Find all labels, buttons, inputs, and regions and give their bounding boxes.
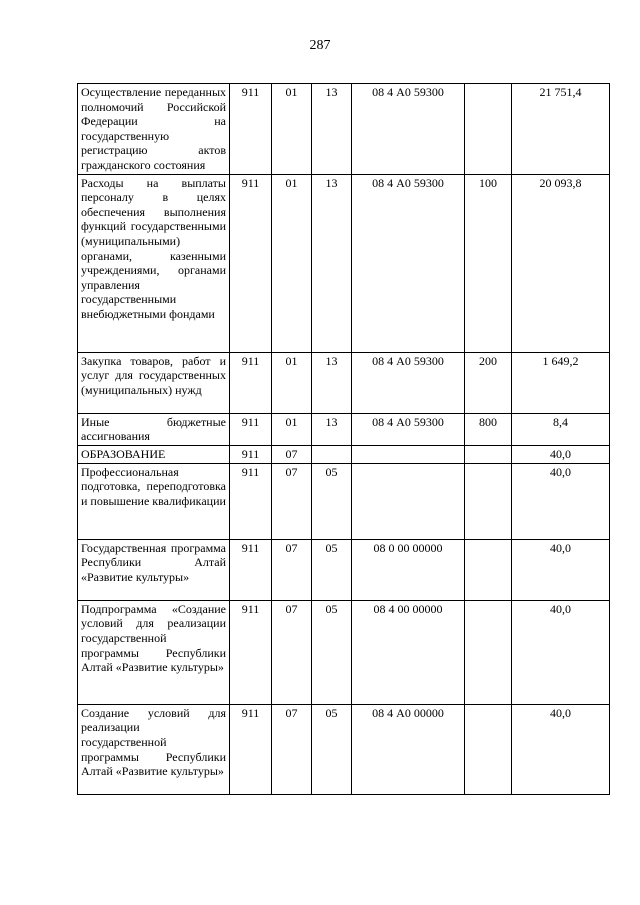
ministry-code: 911 [230,600,272,704]
amount: 40,0 [512,704,610,794]
expense-name: Подпрограмма «Создание условий для реализации государственной программы Республики Алтай «Развитие культуры» [78,600,230,704]
table-row [78,413,610,445]
expense-name: Иные бюджетные ассигнования [78,413,230,445]
target-item-code: 08 4 А0 59300 [352,84,465,175]
page-number: 287 [309,38,331,53]
subsection-code: 05 [312,600,352,704]
target-item-code [352,463,465,539]
section-code: 07 [272,704,312,794]
subsection-code: 05 [312,539,352,600]
amount: 1 649,2 [512,352,610,413]
target-item-code: 08 4 А0 59300 [352,413,465,445]
section-code: 07 [272,445,312,463]
subsection-code: 13 [312,352,352,413]
expense-name: Осуществление переданных полномочий Российской Федерации на государственную регистрацию актов гражданского состояния [78,84,230,175]
expense-type-code: 100 [465,174,512,352]
subsection-code [312,445,352,463]
expense-type-code [465,539,512,600]
table-row [78,539,610,600]
target-item-code: 08 0 00 00000 [352,539,465,600]
expense-type-code [465,445,512,463]
expense-name: Создание условий для реализации государственной программы Республики Алтай «Развитие культуры» [78,704,230,794]
amount: 21 751,4 [512,84,610,175]
amount: 40,0 [512,463,610,539]
target-item-code: 08 4 А0 59300 [352,174,465,352]
section-code: 01 [272,413,312,445]
subsection-code: 13 [312,84,352,175]
expense-type-code [465,600,512,704]
target-item-code: 08 4 00 00000 [352,600,465,704]
amount: 40,0 [512,445,610,463]
expense-type-code [465,704,512,794]
expense-name: Расходы на выплаты персоналу в целях обеспечения выполнения функций государственными (муниципальными) органами, казенными учреждениями, органами управления государственными внебюджетными фондами [78,174,230,352]
amount: 20 093,8 [512,174,610,352]
table-row [78,445,610,463]
section-code: 01 [272,84,312,175]
section-code: 07 [272,600,312,704]
amount: 40,0 [512,600,610,704]
expense-type-code: 800 [465,413,512,445]
subsection-code: 13 [312,413,352,445]
expense-name: ОБРАЗОВАНИЕ [78,445,230,463]
target-item-code: 08 4 А0 00000 [352,704,465,794]
expense-name: Государственная программа Республики Алтай «Развитие культуры» [78,539,230,600]
table-row [78,84,610,175]
subsection-code: 13 [312,174,352,352]
ministry-code: 911 [230,174,272,352]
expense-name: Закупка товаров, работ и услуг для государственных (муниципальных) нужд [78,352,230,413]
target-item-code [352,445,465,463]
table-row [78,463,610,539]
ministry-code: 911 [230,84,272,175]
amount: 8,4 [512,413,610,445]
ministry-code: 911 [230,463,272,539]
ministry-code: 911 [230,445,272,463]
section-code: 07 [272,463,312,539]
target-item-code: 08 4 А0 59300 [352,352,465,413]
ministry-code: 911 [230,539,272,600]
section-code: 07 [272,539,312,600]
ministry-code: 911 [230,413,272,445]
table-row [78,174,610,352]
expense-type-code [465,84,512,175]
expense-name: Профессиональная подготовка, переподготовка и повышение квалификации [78,463,230,539]
subsection-code: 05 [312,704,352,794]
ministry-code: 911 [230,704,272,794]
subsection-code: 05 [312,463,352,539]
section-code: 01 [272,174,312,352]
budget-table [77,83,610,795]
section-code: 01 [272,352,312,413]
table-row [78,704,610,794]
ministry-code: 911 [230,352,272,413]
table-row [78,600,610,704]
table-row [78,352,610,413]
amount: 40,0 [512,539,610,600]
expense-type-code [465,463,512,539]
expense-type-code: 200 [465,352,512,413]
